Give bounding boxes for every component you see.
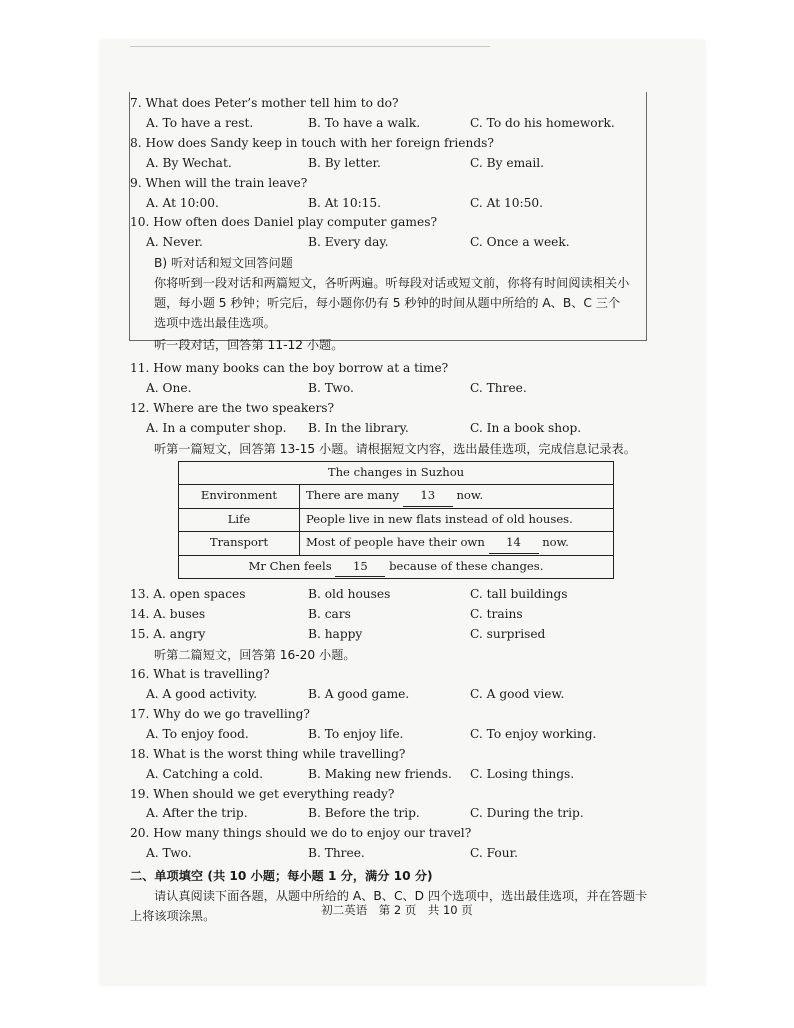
- row-content: People live in new flats instead of old houses.: [300, 508, 614, 531]
- answer-blank-14: 14: [489, 533, 539, 554]
- option-b: B. Three.: [308, 846, 365, 861]
- option-a: A. In a computer shop.: [146, 420, 287, 435]
- option-a: 13. A. open spaces: [130, 587, 246, 602]
- section-b-heading: B) 听对话和短文回答问题: [154, 256, 293, 271]
- option-a: 14. A. buses: [130, 607, 206, 622]
- row-text-pre: Most of people have their own: [306, 534, 485, 549]
- option-a: A. Never.: [146, 235, 203, 250]
- question-options: [130, 804, 670, 824]
- question-options: [130, 379, 670, 399]
- table-row: [179, 555, 614, 579]
- option-b: B. To have a walk.: [308, 115, 421, 130]
- question-stem: 9. When will the train leave?: [130, 175, 308, 190]
- option-b: B. A good game.: [308, 687, 410, 702]
- option-c: C. Once a week.: [470, 235, 570, 250]
- section-b-instructions: 你将听到一段对话和两篇短文，各听两遍。听每段对话或短文前，你将有时间阅读相关小题，每小题 5 秒钟；听完后，每小题你仍有 5 秒钟的时间从题中所给的 A、B、C 三个选项中选出最佳选项。: [154, 276, 630, 331]
- row-text-post: now.: [456, 487, 484, 502]
- question-options: [130, 605, 670, 625]
- option-c: C. Four.: [470, 846, 518, 861]
- option-c: C. In a book shop.: [470, 420, 582, 435]
- option-a: A. To have a rest.: [146, 115, 254, 130]
- table-row: [179, 531, 614, 555]
- row-label: Life: [179, 508, 300, 531]
- table-bottom-row: [179, 555, 614, 579]
- option-c: C. To do his homework.: [470, 115, 615, 130]
- table-row: [179, 508, 614, 531]
- question-stem: 8. How does Sandy keep in touch with her foreign friends?: [130, 135, 494, 150]
- top-divider: [130, 46, 490, 47]
- option-a: A. Two.: [146, 846, 192, 861]
- option-c: C. Losing things.: [470, 766, 575, 781]
- question-options: [130, 765, 670, 785]
- part2-heading: 二、单项填空 (共 10 小题；每小题 1 分，满分 10 分): [130, 869, 433, 884]
- option-a: A. At 10:00.: [146, 195, 219, 210]
- question-options: [130, 685, 670, 705]
- question-stem: 17. Why do we go travelling?: [130, 706, 310, 721]
- option-b: B. Every day.: [308, 235, 389, 250]
- question-options: [130, 114, 670, 134]
- row-text-pre: Mr Chen feels: [248, 558, 332, 573]
- question-options: [130, 585, 670, 605]
- option-c: C. Three.: [470, 381, 527, 396]
- option-b: B. old houses: [308, 587, 391, 602]
- row-content: [300, 484, 614, 508]
- exam-content: [130, 94, 670, 926]
- part2-instructions: 请认真阅读下面各题，从题中所给的 A、B、C、D 四个选项中，选出最佳选项，并在答题卡上将该项涂黑。: [130, 889, 648, 924]
- passage2-intro: 听第二篇短文，回答第 16-20 小题。: [154, 648, 356, 663]
- option-c: C. A good view.: [470, 687, 565, 702]
- option-c: C. tall buildings: [470, 587, 568, 602]
- option-b: B. happy: [308, 627, 363, 642]
- answer-blank-15: 15: [335, 557, 385, 578]
- info-table: [178, 461, 614, 580]
- option-c: C. At 10:50.: [470, 195, 543, 210]
- row-label: Environment: [179, 484, 300, 508]
- option-b: B. cars: [308, 607, 351, 622]
- option-a: A. Catching a cold.: [146, 766, 264, 781]
- option-b: B. By letter.: [308, 155, 381, 170]
- option-c: C. By email.: [470, 155, 545, 170]
- option-a: A. By Wechat.: [146, 155, 232, 170]
- question-options: [130, 419, 670, 439]
- answer-blank-13: 13: [403, 486, 453, 507]
- option-a: 15. A. angry: [130, 627, 206, 642]
- question-options: [130, 844, 670, 864]
- option-b: B. To enjoy life.: [308, 726, 404, 741]
- question-stem: 10. How often does Daniel play computer games?: [130, 215, 437, 230]
- row-text-post: because of these changes.: [389, 558, 544, 573]
- row-label: Transport: [179, 531, 300, 555]
- dialogue-intro: 听一段对话，回答第 11-12 小题。: [154, 338, 344, 353]
- option-a: A. After the trip.: [146, 806, 248, 821]
- option-c: C. To enjoy working.: [470, 726, 597, 741]
- row-text-pre: There are many: [306, 487, 400, 502]
- question-stem: 12. Where are the two speakers?: [130, 401, 335, 416]
- option-a: A. To enjoy food.: [146, 726, 249, 741]
- question-stem: 16. What is travelling?: [130, 667, 270, 682]
- option-c: C. surprised: [470, 627, 546, 642]
- row-text-post: now.: [542, 534, 569, 549]
- question-options: [130, 725, 670, 745]
- question-stem: 20. How many things should we do to enjoy our travel?: [130, 826, 472, 841]
- table-row: [179, 484, 614, 508]
- option-c: C. During the trip.: [470, 806, 584, 821]
- question-stem: 19. When should we get everything ready?: [130, 786, 395, 801]
- option-b: B. At 10:15.: [308, 195, 382, 210]
- question-options: [130, 233, 670, 253]
- option-c: C. trains: [470, 607, 523, 622]
- question-stem: 18. What is the worst thing while travelling?: [130, 746, 406, 761]
- option-a: A. One.: [146, 381, 192, 396]
- question-options: [130, 625, 670, 645]
- question-options: [130, 154, 670, 174]
- row-content: [300, 531, 614, 555]
- question-stem: 7. What does Peter’s mother tell him to do?: [130, 96, 399, 110]
- option-b: B. In the library.: [308, 420, 409, 435]
- option-a: A. A good activity.: [146, 687, 258, 702]
- table-title: The changes in Suzhou: [179, 461, 614, 484]
- question-options: [130, 194, 670, 214]
- passage1-intro: 听第一篇短文，回答第 13-15 小题。请根据短文内容，选出最佳选项，完成信息记录表。: [154, 441, 636, 456]
- page-footer: 初二英语 第 2 页 共 10 页: [321, 903, 473, 917]
- option-b: B. Before the trip.: [308, 806, 420, 821]
- question-stem: 11. How many books can the boy borrow at a time?: [130, 361, 449, 376]
- option-b: B. Two.: [308, 381, 354, 396]
- option-b: B. Making new friends.: [308, 766, 452, 781]
